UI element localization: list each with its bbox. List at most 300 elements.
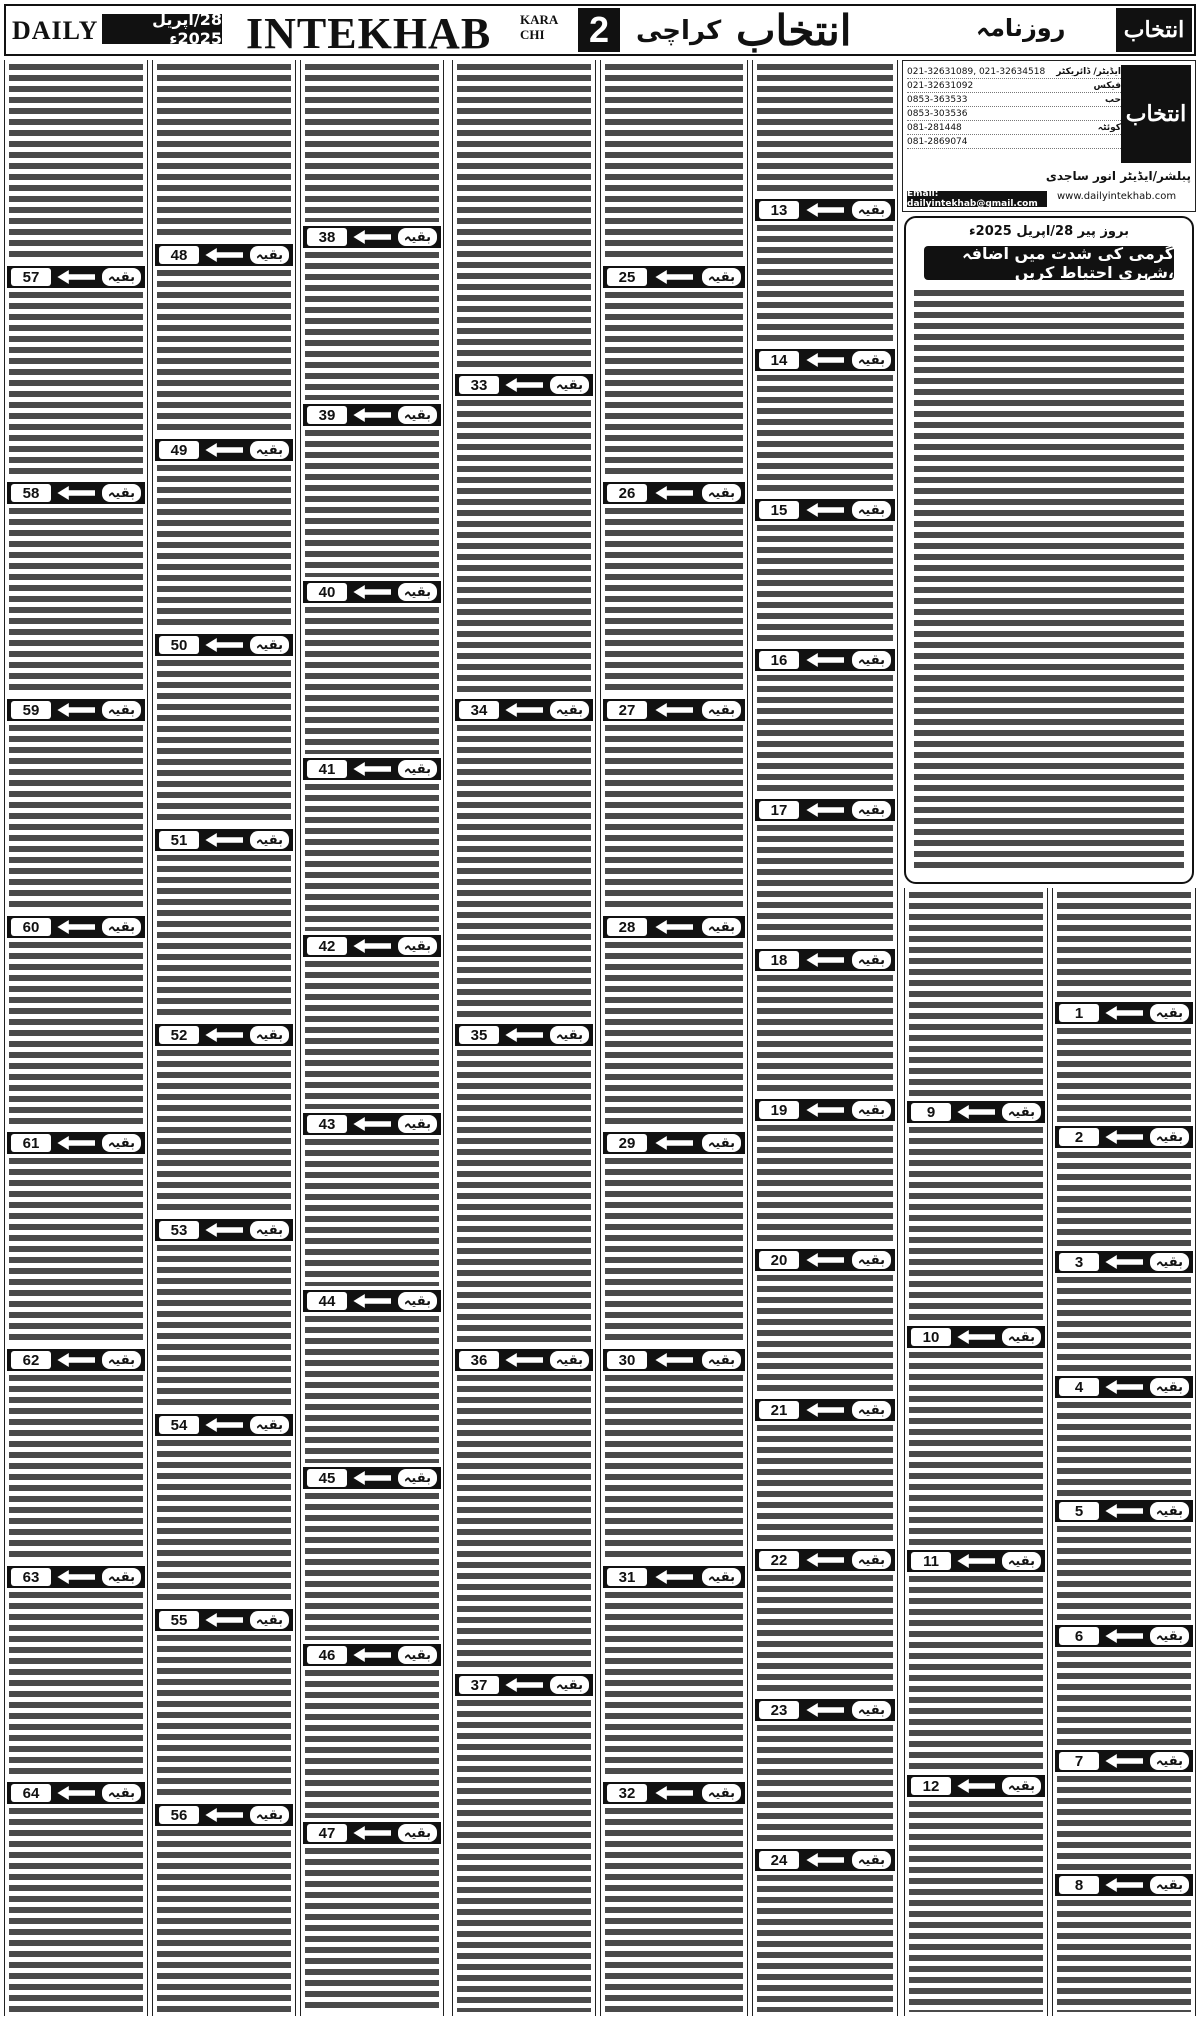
continuation-bar [303, 758, 441, 780]
article-text-block [605, 1375, 743, 1562]
arrow-left-icon [57, 1570, 95, 1584]
article-text-block [157, 1440, 291, 1605]
arrow-left-icon [353, 1648, 391, 1662]
arrow-left-icon [655, 1353, 693, 1367]
continuation-bar [455, 1674, 593, 1696]
continuation-label: بقیہ [250, 246, 289, 264]
continuation-bar [755, 1549, 895, 1571]
continuation-bar [455, 1024, 593, 1046]
arrow-left-icon [57, 1786, 95, 1800]
article-text-block [1057, 1526, 1191, 1621]
continuation-number: 14 [759, 351, 799, 369]
article-text-block [157, 270, 291, 435]
article-text-block [757, 1875, 893, 2012]
article-text-block [757, 225, 893, 345]
continuation-bar [1055, 1376, 1193, 1398]
continuation-bar [7, 699, 145, 721]
continuation-label: بقیہ [1150, 1378, 1189, 1396]
arrow-left-icon [957, 1554, 995, 1568]
contact-number: 021-32631089, 021-32634518 [907, 66, 1046, 77]
masthead-date: 28/اپریل 2025ء [102, 14, 222, 44]
article-text-block [1057, 1152, 1191, 1247]
continuation-bar [603, 916, 745, 938]
arrow-left-icon [1105, 1629, 1143, 1643]
continuation-bar [7, 266, 145, 288]
continuation-bar [1055, 1002, 1193, 1024]
contact-row [907, 79, 1121, 93]
article-text-block [305, 64, 439, 222]
continuation-bar [155, 1219, 293, 1241]
masthead-roznama: روزنامہ [976, 14, 1066, 42]
article-text-block [157, 660, 291, 825]
continuation-bar [155, 439, 293, 461]
article-text-block [9, 1808, 143, 2012]
continuation-bar [7, 1132, 145, 1154]
continuation-label: بقیہ [250, 1611, 289, 1629]
continuation-bar [303, 935, 441, 957]
continuation-number: 2 [1059, 1128, 1099, 1146]
contact-number: 0853-303536 [907, 108, 968, 119]
article-text-block [605, 1592, 743, 1778]
article-text-block [757, 1275, 893, 1395]
continuation-label: بقیہ [250, 1416, 289, 1434]
article-text-block [605, 725, 743, 912]
continuation-label: بقیہ [852, 1401, 891, 1419]
article-text-block [605, 1808, 743, 2012]
article-text-block [157, 1050, 291, 1215]
continuation-bar [155, 1024, 293, 1046]
article-text-block [305, 430, 439, 577]
masthead-logo: انتخاب [1116, 8, 1192, 52]
article-text-block [757, 1125, 893, 1245]
continuation-label: بقیہ [1150, 1004, 1189, 1022]
continuation-label: بقیہ [702, 268, 741, 286]
continuation-number: 54 [159, 1416, 199, 1434]
arrow-left-icon [505, 1028, 543, 1042]
arrow-left-icon [505, 1353, 543, 1367]
article-text-block [305, 961, 439, 1109]
arrow-left-icon [655, 1570, 693, 1584]
continuation-number: 28 [607, 918, 647, 936]
article-text-block [9, 508, 143, 695]
arrow-left-icon [806, 353, 844, 367]
email-address[interactable]: Email: dailyintekhab@gmail.com [907, 191, 1047, 207]
article-text-block [305, 1316, 439, 1463]
arrow-left-icon [205, 1418, 243, 1432]
contact-row [907, 65, 1121, 79]
editorial-box [904, 216, 1194, 884]
continuation-number: 13 [759, 201, 799, 219]
continuation-number: 19 [759, 1101, 799, 1119]
continuation-number: 46 [307, 1646, 347, 1664]
continuation-number: 21 [759, 1401, 799, 1419]
arrow-left-icon [353, 1826, 391, 1840]
continuation-label: بقیہ [852, 1551, 891, 1569]
continuation-number: 47 [307, 1824, 347, 1842]
continuation-bar [755, 1849, 895, 1871]
arrow-left-icon [655, 270, 693, 284]
arrow-left-icon [655, 1136, 693, 1150]
continuation-bar [303, 226, 441, 248]
article-text-block [909, 892, 1043, 1097]
contact-number: 0853-363533 [907, 94, 968, 105]
continuation-label: بقیہ [398, 1115, 437, 1133]
article-text-block [305, 607, 439, 754]
masthead-chi: CHI [520, 27, 545, 42]
continuation-bar [755, 1699, 895, 1721]
continuation-label: بقیہ [852, 951, 891, 969]
continuation-bar [155, 1609, 293, 1631]
article-text-block [305, 1848, 439, 2012]
continuation-label: بقیہ [550, 376, 589, 394]
continuation-bar [303, 1290, 441, 1312]
continuation-number: 43 [307, 1115, 347, 1133]
contact-number: 081-2869074 [907, 136, 968, 147]
continuation-number: 24 [759, 1851, 799, 1869]
arrow-left-icon [806, 1553, 844, 1567]
article-text-block [757, 1575, 893, 1695]
continuation-number: 37 [459, 1676, 499, 1694]
continuation-number: 36 [459, 1351, 499, 1369]
arrow-left-icon [655, 703, 693, 717]
column-6 [752, 60, 898, 2016]
article-text-block [305, 1139, 439, 1286]
column-8 [1052, 888, 1196, 2016]
masthead-name-ur: انتخاب [736, 6, 852, 55]
info-logo: انتخاب [1121, 65, 1191, 163]
continuation-bar [907, 1101, 1045, 1123]
masthead-city-en [520, 12, 558, 42]
masthead-kara: KARA [520, 12, 559, 27]
article-text-block [1057, 1402, 1191, 1496]
arrow-left-icon [806, 503, 844, 517]
continuation-label: بقیہ [852, 351, 891, 369]
continuation-bar [755, 349, 895, 371]
continuation-label: بقیہ [852, 201, 891, 219]
article-text-block [457, 64, 591, 370]
continuation-number: 22 [759, 1551, 799, 1569]
continuation-bar [603, 1132, 745, 1154]
arrow-left-icon [806, 1703, 844, 1717]
continuation-number: 63 [11, 1568, 51, 1586]
arrow-left-icon [806, 1403, 844, 1417]
continuation-bar [155, 1414, 293, 1436]
continuation-bar [1055, 1625, 1193, 1647]
continuation-label: بقیہ [398, 228, 437, 246]
article-text-block [1057, 1651, 1191, 1746]
continuation-bar [603, 1349, 745, 1371]
article-text-block [157, 1245, 291, 1410]
arrow-left-icon [205, 1613, 243, 1627]
continuation-label: بقیہ [102, 1568, 141, 1586]
continuation-label: بقیہ [1002, 1552, 1041, 1570]
continuation-number: 61 [11, 1134, 51, 1152]
article-text-block [605, 508, 743, 695]
continuation-number: 12 [911, 1777, 951, 1795]
continuation-number: 10 [911, 1328, 951, 1346]
continuation-number: 53 [159, 1221, 199, 1239]
continuation-number: 59 [11, 701, 51, 719]
continuation-number: 48 [159, 246, 199, 264]
continuation-bar [303, 1644, 441, 1666]
arrow-left-icon [957, 1105, 995, 1119]
article-text-block [1057, 892, 1191, 998]
editorial-body [914, 290, 1184, 872]
arrow-left-icon [1105, 1255, 1143, 1269]
arrow-left-icon [1105, 1504, 1143, 1518]
arrow-left-icon [57, 486, 95, 500]
continuation-bar [303, 581, 441, 603]
article-text-block [305, 1493, 439, 1640]
contact-list [907, 65, 1121, 163]
continuation-bar [755, 799, 895, 821]
continuation-bar [7, 1349, 145, 1371]
arrow-left-icon [1105, 1380, 1143, 1394]
contact-row [907, 107, 1121, 121]
arrow-left-icon [806, 953, 844, 967]
continuation-label: بقیہ [1150, 1128, 1189, 1146]
article-text-block [605, 1158, 743, 1345]
continuation-number: 49 [159, 441, 199, 459]
article-text-block [909, 1127, 1043, 1322]
editorial-title: گرمی کی شدت میں اضافہ ،شہری احتیاط کریں [924, 246, 1174, 280]
article-text-block [757, 1425, 893, 1545]
continuation-label: بقیہ [102, 1351, 141, 1369]
continuation-bar [1055, 1500, 1193, 1522]
continuation-bar [755, 1249, 895, 1271]
continuation-number: 23 [759, 1701, 799, 1719]
continuation-bar [7, 482, 145, 504]
continuation-label: بقیہ [102, 918, 141, 936]
continuation-bar [155, 244, 293, 266]
article-text-block [757, 64, 893, 195]
arrow-left-icon [655, 920, 693, 934]
continuation-label: بقیہ [102, 701, 141, 719]
article-text-block [157, 1635, 291, 1800]
continuation-number: 25 [607, 268, 647, 286]
continuation-bar [303, 1113, 441, 1135]
arrow-left-icon [806, 653, 844, 667]
continuation-label: بقیہ [1150, 1253, 1189, 1271]
continuation-label: بقیہ [852, 1851, 891, 1869]
article-text-block [1057, 1028, 1191, 1122]
continuation-number: 20 [759, 1251, 799, 1269]
continuation-label: بقیہ [250, 1026, 289, 1044]
continuation-bar [755, 649, 895, 671]
continuation-label: بقیہ [398, 406, 437, 424]
continuation-number: 50 [159, 636, 199, 654]
masthead-name-en: INTEKHAB [246, 9, 492, 58]
arrow-left-icon [957, 1779, 995, 1793]
publisher-info-box [902, 60, 1196, 212]
continuation-bar [603, 699, 745, 721]
continuation-number: 4 [1059, 1378, 1099, 1396]
continuation-number: 33 [459, 376, 499, 394]
arrow-left-icon [1105, 1130, 1143, 1144]
article-text-block [305, 252, 439, 400]
continuation-number: 51 [159, 831, 199, 849]
article-text-block [757, 375, 893, 495]
continuation-label: بقیہ [1150, 1627, 1189, 1645]
article-text-block [157, 855, 291, 1020]
article-text-block [457, 1700, 591, 2012]
article-text-block [1057, 1900, 1191, 2012]
continuation-label: بقیہ [398, 937, 437, 955]
continuation-label: بقیہ [702, 484, 741, 502]
continuation-bar [1055, 1251, 1193, 1273]
masthead [4, 4, 1196, 56]
article-text-block [9, 942, 143, 1128]
continuation-label: بقیہ [550, 701, 589, 719]
continuation-number: 58 [11, 484, 51, 502]
continuation-number: 29 [607, 1134, 647, 1152]
continuation-label: بقیہ [702, 1134, 741, 1152]
continuation-bar [1055, 1750, 1193, 1772]
masthead-city-ur: کراچی [636, 16, 722, 46]
continuation-bar [155, 829, 293, 851]
contact-row [907, 135, 1121, 149]
arrow-left-icon [655, 486, 693, 500]
continuation-number: 27 [607, 701, 647, 719]
continuation-label: بقیہ [550, 1676, 589, 1694]
continuation-bar [455, 699, 593, 721]
arrow-left-icon [205, 833, 243, 847]
arrow-left-icon [353, 230, 391, 244]
arrow-left-icon [57, 1136, 95, 1150]
continuation-label: بقیہ [1150, 1876, 1189, 1894]
article-text-block [157, 1830, 291, 2012]
arrow-left-icon [353, 1294, 391, 1308]
article-text-block [757, 1725, 893, 1845]
arrow-left-icon [353, 762, 391, 776]
continuation-label: بقیہ [852, 1101, 891, 1119]
column-7 [904, 888, 1048, 2016]
arrow-left-icon [353, 585, 391, 599]
article-text-block [757, 525, 893, 645]
continuation-bar [907, 1775, 1045, 1797]
arrow-left-icon [205, 638, 243, 652]
continuation-number: 60 [11, 918, 51, 936]
article-text-block [9, 725, 143, 912]
continuation-label: بقیہ [250, 636, 289, 654]
contact-number: 021-32631092 [907, 80, 974, 91]
continuation-bar [7, 916, 145, 938]
article-text-block [909, 1352, 1043, 1546]
article-text-block [9, 1158, 143, 1345]
arrow-left-icon [806, 1853, 844, 1867]
arrow-left-icon [1105, 1006, 1143, 1020]
continuation-number: 62 [11, 1351, 51, 1369]
continuation-bar [7, 1782, 145, 1804]
article-text-block [909, 1576, 1043, 1771]
arrow-left-icon [655, 1786, 693, 1800]
article-text-block [9, 292, 143, 478]
article-text-block [1057, 1277, 1191, 1372]
arrow-left-icon [806, 803, 844, 817]
continuation-label: بقیہ [102, 268, 141, 286]
arrow-left-icon [353, 939, 391, 953]
continuation-number: 42 [307, 937, 347, 955]
continuation-number: 9 [911, 1103, 951, 1121]
column-5 [600, 60, 748, 2016]
continuation-label: بقیہ [702, 918, 741, 936]
continuation-label: بقیہ [550, 1026, 589, 1044]
continuation-bar [755, 199, 895, 221]
contact-number: 081-281448 [907, 122, 962, 133]
continuation-number: 38 [307, 228, 347, 246]
article-text-block [757, 825, 893, 945]
arrow-left-icon [205, 1808, 243, 1822]
arrow-left-icon [353, 1117, 391, 1131]
continuation-label: بقیہ [250, 1221, 289, 1239]
continuation-bar [155, 1804, 293, 1826]
continuation-bar [603, 482, 745, 504]
article-text-block [157, 465, 291, 630]
continuation-number: 64 [11, 1784, 51, 1802]
continuation-bar [603, 1782, 745, 1804]
continuation-bar [755, 1099, 895, 1121]
continuation-number: 34 [459, 701, 499, 719]
continuation-label: بقیہ [702, 1568, 741, 1586]
article-text-block [909, 1801, 1043, 2012]
arrow-left-icon [1105, 1754, 1143, 1768]
continuation-bar [303, 404, 441, 426]
continuation-number: 17 [759, 801, 799, 819]
arrow-left-icon [1105, 1878, 1143, 1892]
arrow-left-icon [957, 1330, 995, 1344]
website-link[interactable]: www.dailyintekhab.com [1057, 191, 1177, 202]
article-text-block [305, 784, 439, 931]
article-text-block [457, 1375, 591, 1670]
article-text-block [457, 1050, 591, 1345]
continuation-number: 6 [1059, 1627, 1099, 1645]
contact-label: ایڈیٹر/ ڈائریکٹر [1056, 66, 1121, 77]
arrow-left-icon [57, 703, 95, 717]
continuation-number: 52 [159, 1026, 199, 1044]
arrow-left-icon [205, 443, 243, 457]
continuation-bar [755, 499, 895, 521]
continuation-number: 32 [607, 1784, 647, 1802]
publisher-name: پبلشر/ایڈیٹر انور ساجدی [1045, 169, 1191, 183]
article-text-block [757, 675, 893, 795]
continuation-label: بقیہ [852, 501, 891, 519]
continuation-label: بقیہ [398, 583, 437, 601]
article-text-block [457, 400, 591, 695]
continuation-number: 11 [911, 1552, 951, 1570]
editorial-text-block [914, 290, 1184, 872]
continuation-number: 5 [1059, 1502, 1099, 1520]
arrow-left-icon [57, 920, 95, 934]
continuation-number: 7 [1059, 1752, 1099, 1770]
contact-label: فیکس [1093, 80, 1121, 91]
continuation-number: 26 [607, 484, 647, 502]
arrow-left-icon [57, 270, 95, 284]
continuation-bar [7, 1566, 145, 1588]
continuation-label: بقیہ [398, 1824, 437, 1842]
continuation-label: بقیہ [550, 1351, 589, 1369]
continuation-label: بقیہ [1150, 1502, 1189, 1520]
continuation-label: بقیہ [852, 1701, 891, 1719]
article-text-block [9, 1375, 143, 1562]
continuation-label: بقیہ [102, 484, 141, 502]
continuation-label: بقیہ [1002, 1328, 1041, 1346]
page-number: 2 [578, 8, 620, 52]
continuation-bar [455, 1349, 593, 1371]
continuation-bar [155, 634, 293, 656]
column-3 [300, 60, 444, 2016]
arrow-left-icon [806, 1103, 844, 1117]
continuation-label: بقیہ [102, 1784, 141, 1802]
